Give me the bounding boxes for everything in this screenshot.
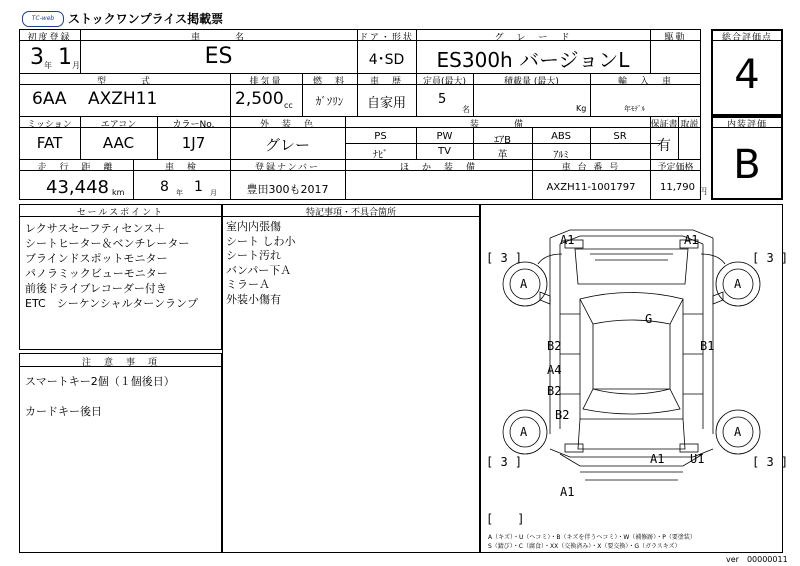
month-unit: 月 — [72, 61, 80, 70]
exterior-color: グレー — [264, 136, 310, 154]
damage-mark: U1 — [690, 452, 705, 466]
damage-mark: A1 — [650, 452, 665, 466]
price: 11,790 — [660, 182, 695, 193]
damage-mark: A — [520, 277, 528, 291]
yen-unit: 円 — [699, 187, 707, 196]
damage-mark: A — [734, 425, 742, 439]
label-displacement: 排気量 — [249, 77, 283, 87]
label-load: 積載量 (最大) — [504, 77, 559, 87]
notes-title: 注 意 事 項 — [81, 358, 159, 368]
damage-mark: A1 — [560, 485, 575, 499]
tire-bracket-rl: [ 3 ] — [486, 455, 523, 469]
warranty-value: 有 — [657, 138, 671, 154]
damage-mark: B2 — [555, 408, 570, 422]
tire-bracket-rr: [ 3 ] — [752, 455, 789, 469]
transmission: FAT — [36, 134, 63, 152]
label-transmission: ミッション — [27, 120, 72, 130]
chassis-number: AXZH11-1001797 — [546, 182, 636, 193]
logo: TC-web — [22, 11, 64, 27]
remark-item: シート しわ小 — [226, 234, 296, 248]
remark-item: バンパー下Ａ — [226, 263, 292, 277]
displacement: 2,500 — [235, 89, 284, 109]
spare-bracket: [ ] — [486, 512, 525, 526]
load-unit: Kg — [576, 104, 587, 113]
cc-unit: cc — [284, 101, 293, 110]
label-car-name: 車 名 — [190, 33, 246, 43]
sales-points-list — [25, 221, 198, 311]
note-item: スマートキー2個（１個後日） — [25, 375, 175, 388]
equip-tv: TV — [438, 146, 451, 157]
label-overall-score: 総合評価点 — [721, 33, 772, 43]
notes-list — [25, 374, 175, 419]
label-inspection: 車 検 — [164, 163, 198, 173]
remarks-list — [226, 220, 296, 307]
equip-pw: PW — [436, 131, 453, 142]
year-unit: 年 — [44, 61, 52, 70]
damage-mark: A1 — [560, 233, 575, 247]
damage-mark: A — [734, 277, 742, 291]
capacity: 5 — [438, 92, 447, 107]
sales-point-item: シートヒーター＆ベンチレーター — [25, 237, 190, 250]
equip-sr: SR — [613, 131, 627, 142]
label-other-equip: ほ か 装 備 — [399, 163, 477, 173]
overall-score: 4 — [734, 52, 760, 98]
tire-bracket-fl: [ 3 ] — [486, 251, 523, 265]
tire-bracket-fr: [ 3 ] — [752, 251, 789, 265]
door-type: 4･SD — [368, 52, 405, 68]
car-name: ES — [204, 44, 233, 69]
label-equipment: 装 備 — [469, 120, 525, 130]
damage-legend-line2: S（錆び）・C（腐食）・XX（交換済み）・X（要交換）・G（ガラスキズ） — [488, 543, 681, 550]
grade: ES300h バージョンL — [436, 48, 630, 72]
km-unit: km — [112, 188, 125, 197]
mileage: 43,448 — [46, 177, 109, 198]
label-first-reg: 初度登録 — [27, 33, 72, 43]
aircon: AAC — [102, 134, 135, 152]
note-item — [25, 389, 175, 404]
first-reg-year: 3 — [30, 45, 44, 70]
registration-plate: 豊田300も2017 — [246, 183, 329, 196]
version: ver 00000011 — [726, 555, 788, 564]
label-price: 予定価格 — [657, 163, 694, 173]
sales-points-title: セールスポイント — [76, 208, 165, 218]
label-doors: ドア・形状 — [359, 33, 414, 43]
label-warranty: 保証書 — [650, 120, 678, 130]
label-model: 型 式 — [96, 77, 152, 87]
label-chassis: 車 台 番 号 — [561, 163, 621, 173]
model-code: AXZH11 — [88, 89, 158, 109]
label-interior-score: 内装評価 — [726, 120, 767, 130]
label-grade: グ レ ー ド — [494, 33, 572, 43]
equip-airbag: ｴｱB — [494, 135, 511, 146]
inspection-year-unit: 年 — [176, 189, 183, 197]
label-aircon: エアコン — [100, 120, 137, 130]
label-color-no: カラーNo. — [172, 120, 215, 130]
label-drive: 駆動 — [664, 33, 687, 43]
label-capacity: 定員(最大) — [422, 77, 467, 87]
inspection-month: 1 — [194, 179, 203, 195]
remark-item: 外装小傷有 — [226, 292, 281, 306]
label-history: 車 歴 — [369, 77, 403, 87]
remark-item: シート汚れ — [226, 249, 281, 262]
label-manual: 取説 — [680, 120, 699, 130]
sales-point-item: レクサスセーフティセンス＋ — [25, 222, 166, 235]
damage-legend-line1: A（キズ）・U（ヘコミ）・B（キズを伴うヘコミ）・W（補修跡）・P（要塗装） — [488, 534, 696, 541]
sales-point-item: ETC シーケンシャルターンランプ — [25, 297, 198, 310]
equip-alloy: ｱﾙﾐ — [553, 150, 569, 161]
remarks-title: 特記事項・不具合箇所 — [305, 208, 396, 218]
equip-leather: 革 — [497, 150, 508, 161]
label-exterior: 外 装 色 — [259, 120, 315, 130]
model-prefix: 6AA — [32, 89, 67, 109]
label-fuel: 燃 料 — [312, 77, 346, 87]
sales-point-item: パノラミックビューモニター — [25, 267, 168, 280]
remark-item: 室内内張傷 — [226, 220, 281, 233]
interior-score: B — [733, 142, 761, 188]
damage-mark: B2 — [547, 339, 562, 353]
inspection-month-unit: 月 — [210, 189, 217, 197]
equip-abs: ABS — [551, 131, 571, 142]
equip-navi: ﾅﾋﾞ — [373, 150, 388, 161]
label-import: 輸 入 車 — [617, 77, 673, 87]
color-no: 1J7 — [181, 134, 206, 152]
model-year-unit: 年ﾓﾃﾞﾙ — [624, 105, 645, 113]
note-item: カードキー後日 — [25, 405, 102, 418]
remark-item: ミラーＡ — [226, 278, 270, 291]
equip-ps: PS — [374, 131, 387, 142]
damage-mark: A1 — [684, 233, 699, 247]
label-mileage: 走 行 距 離 — [37, 163, 115, 173]
usage-history: 自家用 — [366, 96, 406, 111]
fuel: ｶﾞｿﾘﾝ — [315, 95, 344, 108]
damage-mark: G — [645, 312, 653, 326]
sales-point-item: ブラインドスポットモニター — [25, 252, 168, 265]
damage-mark: B2 — [547, 384, 562, 398]
label-plate: 登録ナンバー — [255, 163, 320, 173]
sales-point-item: 前後ドライブレコーダー付き — [25, 282, 167, 295]
damage-mark: A — [520, 425, 528, 439]
capacity-unit: 名 — [462, 105, 470, 114]
inspection-year: 8 — [160, 179, 169, 195]
damage-mark: A4 — [547, 363, 562, 377]
damage-mark: B1 — [700, 339, 715, 353]
document-title: ストックワンプライス掲載票 — [68, 12, 224, 26]
car-outline — [480, 204, 783, 553]
first-reg-month: 1 — [58, 45, 72, 70]
